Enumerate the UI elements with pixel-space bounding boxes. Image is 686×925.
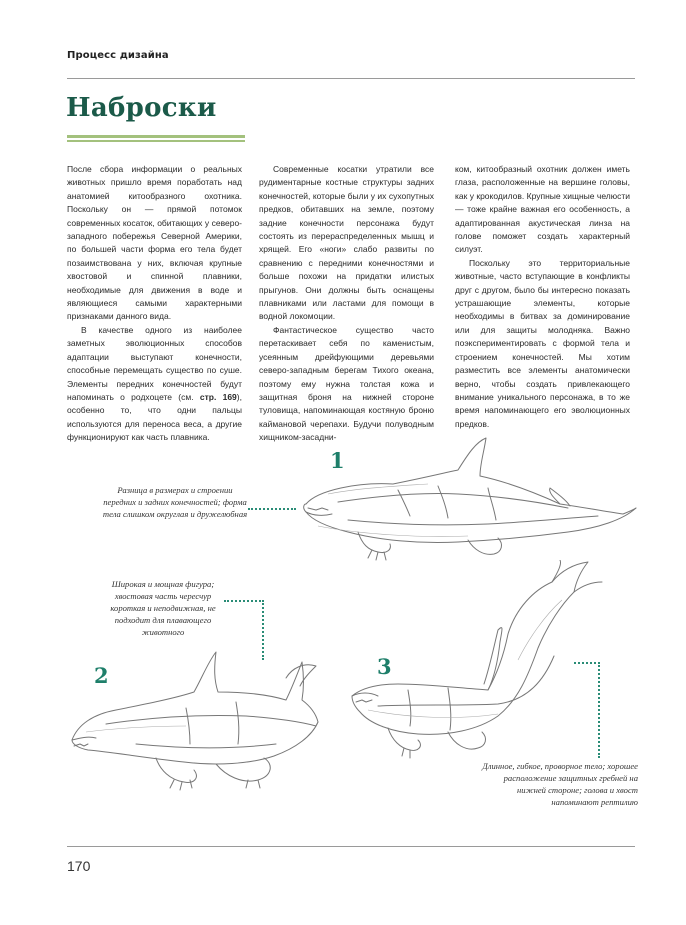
paragraph-text: ), особенно то, что одни пальцы используются для переноса веса, а другие функционируют как часть плавника. <box>67 391 242 443</box>
title-underline <box>67 135 245 138</box>
creature-sketch-1 <box>298 432 638 567</box>
creature-sketch-3 <box>348 560 608 760</box>
page-reference: стр. 169 <box>199 391 237 402</box>
sketch-number-3: 3 <box>377 654 392 679</box>
sketch-number-2: 2 <box>94 663 109 688</box>
sketch-caption-1: Разница в размерах и строении передних и задних конечностей; форма тела слишком округлая и дружелюбная <box>102 485 248 519</box>
paragraph: После сбора информации о реальных животных пришло время поработать над анатомией китообразного охотника. Поскольку он — прямой потомок современных косаток, обитающих у северо-западного побережья Северной Америки, по большей части форма его тела будет позаимствована у них, включая крупные хвостовой и спинной плавники, необходимые для движения в воде и являющиеся самыми характерными признаками данного вида. <box>67 164 242 322</box>
sketch-number-1: 1 <box>330 448 345 473</box>
sketch-caption-3: Длинное, гибкое, проворное тело; хорошее расположение защитных гребней на нижней стороне; голова и хвост напоминают рептилию <box>482 761 638 807</box>
footer-rule <box>67 846 635 847</box>
running-header: Процесс дизайна <box>67 50 169 61</box>
header-rule <box>67 78 635 79</box>
paragraph: ком, китообразный охотник должен иметь глаза, расположенные на вершине головы, как у крокодилов. Крупные хищные челюсти — тоже крайне важная его особенность, а адаптированная акустическая линза на голове поможет создать характерный силуэт. <box>455 164 630 255</box>
paragraph: Фантастическое существо часто перетаскивает себя по каменистым, усеянным дрейфующими деревьями северо-западным берегам Тихого океана, поэтому ему нужна толстая кожа и защитная броня на нижней стороне туловища, напоминающая костяную броню каймановой черепахи. Будучи полуводным хищником-засадни- <box>259 324 434 443</box>
creature-sketch-2 <box>66 648 326 793</box>
text-column-1 <box>67 163 242 445</box>
section-title: Наброски <box>66 93 217 123</box>
text-column-3 <box>455 163 630 431</box>
title-underline-secondary <box>67 140 245 142</box>
sketch-caption-2: Широкая и мощная фигура; хвостовая часть чересчур короткая и неподвижная, не подходит для плавающего животного <box>110 579 216 637</box>
paragraph-text: В качестве одного из наиболее заметных эволюционных способов адаптации выступают конечности, способные перемещать существо по суше. Элементы передних конечностей будут напоминать о родхоцете (см. <box>67 324 242 402</box>
text-column-2 <box>259 163 434 445</box>
paragraph: Современные косатки утратили все рудиментарные костные структуры задних конечностей, которые были у их сухопутных предков, обитавших на земле, поэтому задние конечности персонажа будут состоять из перераспределенных мышц и хрящей. Его «ноги» слабо развиты по сравнению с передними конечностями и больше похожи на придатки илистых прыгунов. Они должны быть оснащены плавниками или ластами для помощи в водной локомоции. <box>259 164 434 322</box>
callout-line-1 <box>248 508 296 510</box>
paragraph: Поскольку это территориальные животные, часто вступающие в конфликты друг с другом, было бы интересно показать устрашающие элементы, которые необходимы в битвах за доминирование или для защиты молодняка. Важно поэкспериментировать с формой тела и строением конечностей. Мы хотим разместить все элементы анатомически верно, чтобы создать привлекающего внимание уникального персонажа, в то же время напоминающего его эволюционных предков. <box>455 257 630 429</box>
callout-line-2-horizontal <box>224 600 264 602</box>
page-number: 170 <box>67 858 91 874</box>
paragraph <box>67 324 242 445</box>
